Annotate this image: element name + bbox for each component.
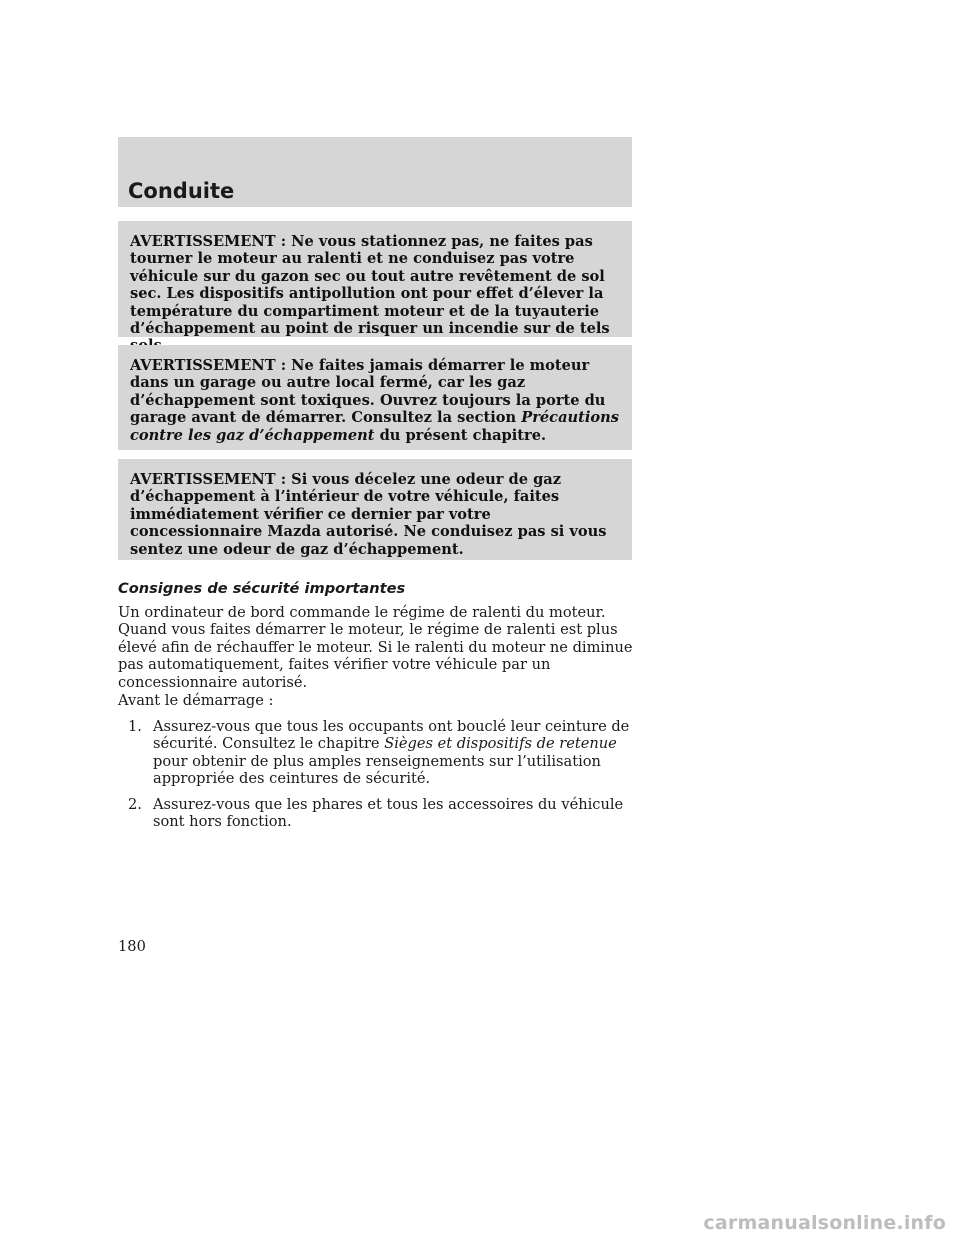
step-text: Assurez-vous que les phares et tous les accessoires du véhicule sont hors fonction. (153, 795, 624, 831)
step-text: pour obtenir de plus amples renseignements sur l’utilisation appropriée des ceintures de sécurité. (153, 752, 601, 788)
page-number: 180 (118, 938, 146, 955)
safety-paragraph: Un ordinateur de bord commande le régime de ralenti du moteur. Quand vous faites démarrer le moteur, le régime de ralenti est plus élevé afin de réchauffer le moteur. Si le ralenti du moteur ne diminue pas automatiquement, faites vérifier votre véhicule par un concessionnaire autorisé. (118, 604, 633, 691)
warning-box-exhaust-odor (118, 459, 632, 560)
warning-text (130, 357, 620, 444)
starting-steps-list (118, 718, 638, 838)
list-item (118, 718, 638, 788)
warning-box-grass-fire (118, 221, 632, 337)
step-crossref: Sièges et dispositifs de retenue (384, 735, 617, 753)
warning-text: AVERTISSEMENT : Ne vous stationnez pas, ne faites pas tourner le moteur au ralenti et ne conduisez pas votre véhicule sur du gazon sec ou tout autre revêtement de sol sec. Les dispositifs antipollution ont pour effet d’élever la température du compartiment moteur et de la tuyauterie d’échappement au point de risquer un incendie sur de tels (130, 233, 610, 338)
step-text: Assurez-vous que tous les occupants ont bouclé leur ceinture de sécurité. Consultez le chapitre (153, 718, 630, 753)
warning-text-part: du présent chapitre. (374, 426, 547, 444)
step-number: 1. (128, 718, 142, 735)
warning-box-closed-garage (118, 345, 632, 450)
warning-text-part: AVERTISSEMENT : Ne faites jamais démarrer le moteur dans un garage ou autre local fermé, car les gaz d’échappement sont toxiques. Ouvrez toujours la porte du garage avant de démarrer. Consultez la section (130, 357, 606, 427)
section-title: Conduite (128, 179, 235, 203)
warning-text: AVERTISSEMENT : Si vous décelez une odeur de gaz d’échappement à l’intérieur de votre véhicule, faites immédiatement vérifier ce dernier par votre concessionnaire Mazda autorisé. Ne conduisez pas si vous sentez une odeur de gaz d’échappement. (130, 471, 607, 558)
steps-intro: Avant le démarrage : (118, 692, 274, 709)
list-item (118, 796, 638, 831)
watermark: carmanualsonline.info (703, 1212, 946, 1234)
safety-subheading: Consignes de sécurité importantes (118, 580, 406, 597)
step-number: 2. (128, 795, 142, 813)
warning-crossref: Précautions contre les gaz d’échappement (130, 409, 619, 444)
